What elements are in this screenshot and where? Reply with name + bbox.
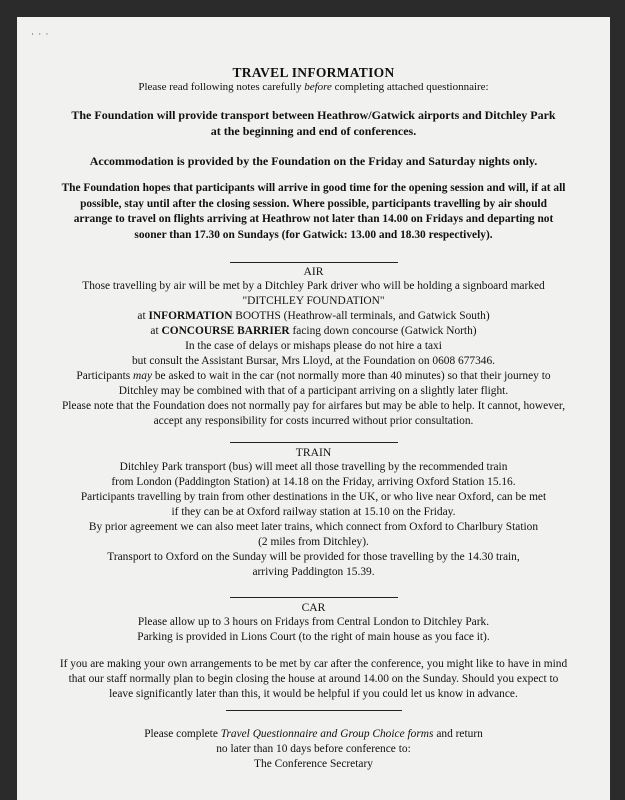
- accommodation-paragraph: Accommodation is provided by the Foundation on the Friday and Saturday nights only.: [89, 154, 538, 168]
- transport-paragraph: The Foundation will provide transport between Heathrow/Gatwick airports and Ditchley Park at the beginning and end of conferences.: [71, 108, 556, 138]
- intro-line: Please read following notes carefully before completing attached questionnaire:: [138, 81, 489, 93]
- page-title: TRAVEL INFORMATION: [232, 65, 395, 80]
- divider: [230, 442, 398, 443]
- air-heading: AIR: [303, 265, 324, 278]
- car-heading: CAR: [301, 601, 326, 614]
- train-heading: TRAIN: [295, 446, 332, 459]
- corner-marks: · · ·: [31, 29, 50, 39]
- train-section: TRAIN Ditchley Park transport (bus) will meet all those travelling by the recommended train from London (Paddington Station) at 14.18 on the Friday, arriving Oxford Station 15.16. Participants travelling by train from other destinations in the UK, or who live near Oxford, can be met if they can be at Oxford railway station at 15.10 on the Friday. By prior agreement we can also meet later trains, which connect from Oxford to Charlbury Station (2 miles from Ditchley). Transport to Oxford on the Sunday will be provided for those travelling by the 14.30 train, arriving Paddington 15.39.: [17, 445, 610, 580]
- footer-section: Please complete Travel Questionnaire and Group Choice forms and return no later than 10 days before conference to: The Conference Secretary: [144, 728, 483, 770]
- air-section: AIR Those travelling by air will be met by a Ditchley Park driver who will be holding a signboard marked "DITCHLEY FOUNDATION" at INFORMATION BOOTHS (Heathrow-all terminals, and Gatwick South) at CONCOURSE BARRIER facing down concourse (Gatwick North) In the case of delays or mishaps please do not hire a taxi but consult the Assistant Bursar, Mrs Lloyd, at the Foundation on 0608 677346. Participants may be asked to wait in the car (not normally more than 40 minutes) so that their journey to Ditchley may be combined with that of a participant arriving on a slightly later flight. Please note that the Foundation does not normally pay for airfares but may be able to help. It cannot, however, accept any responsibility for costs incurred without prior consultation.: [17, 264, 610, 429]
- divider: [230, 262, 398, 263]
- own-arrangements-paragraph: If you are making your own arrangements to be met by car after the conference, you might like to have in mind that our staff normally plan to begin closing the house at around 14.00 on the Sunday. Should you expect to leave significantly later than this, it would be helpful if you could let us know in advance.: [59, 658, 568, 700]
- arrival-paragraph: The Foundation hopes that participants will arrive in good time for the opening session and will, if at all possible, stay until after the closing session. Where possible, participants travelling by air should arrange to travel on flights arriving at Heathrow not later than 14.00 on Fridays and departing not sooner than 17.30 on Sundays (for Gatwick: 13.00 and 18.30 respectively).: [61, 182, 566, 241]
- car-section: CAR Please allow up to 3 hours on Fridays from Central London to Ditchley Park. Parking is provided in Lions Court (to the right of main house as you face it).: [17, 600, 610, 645]
- document-page: [17, 17, 610, 800]
- divider: [230, 597, 398, 598]
- divider: [226, 710, 402, 711]
